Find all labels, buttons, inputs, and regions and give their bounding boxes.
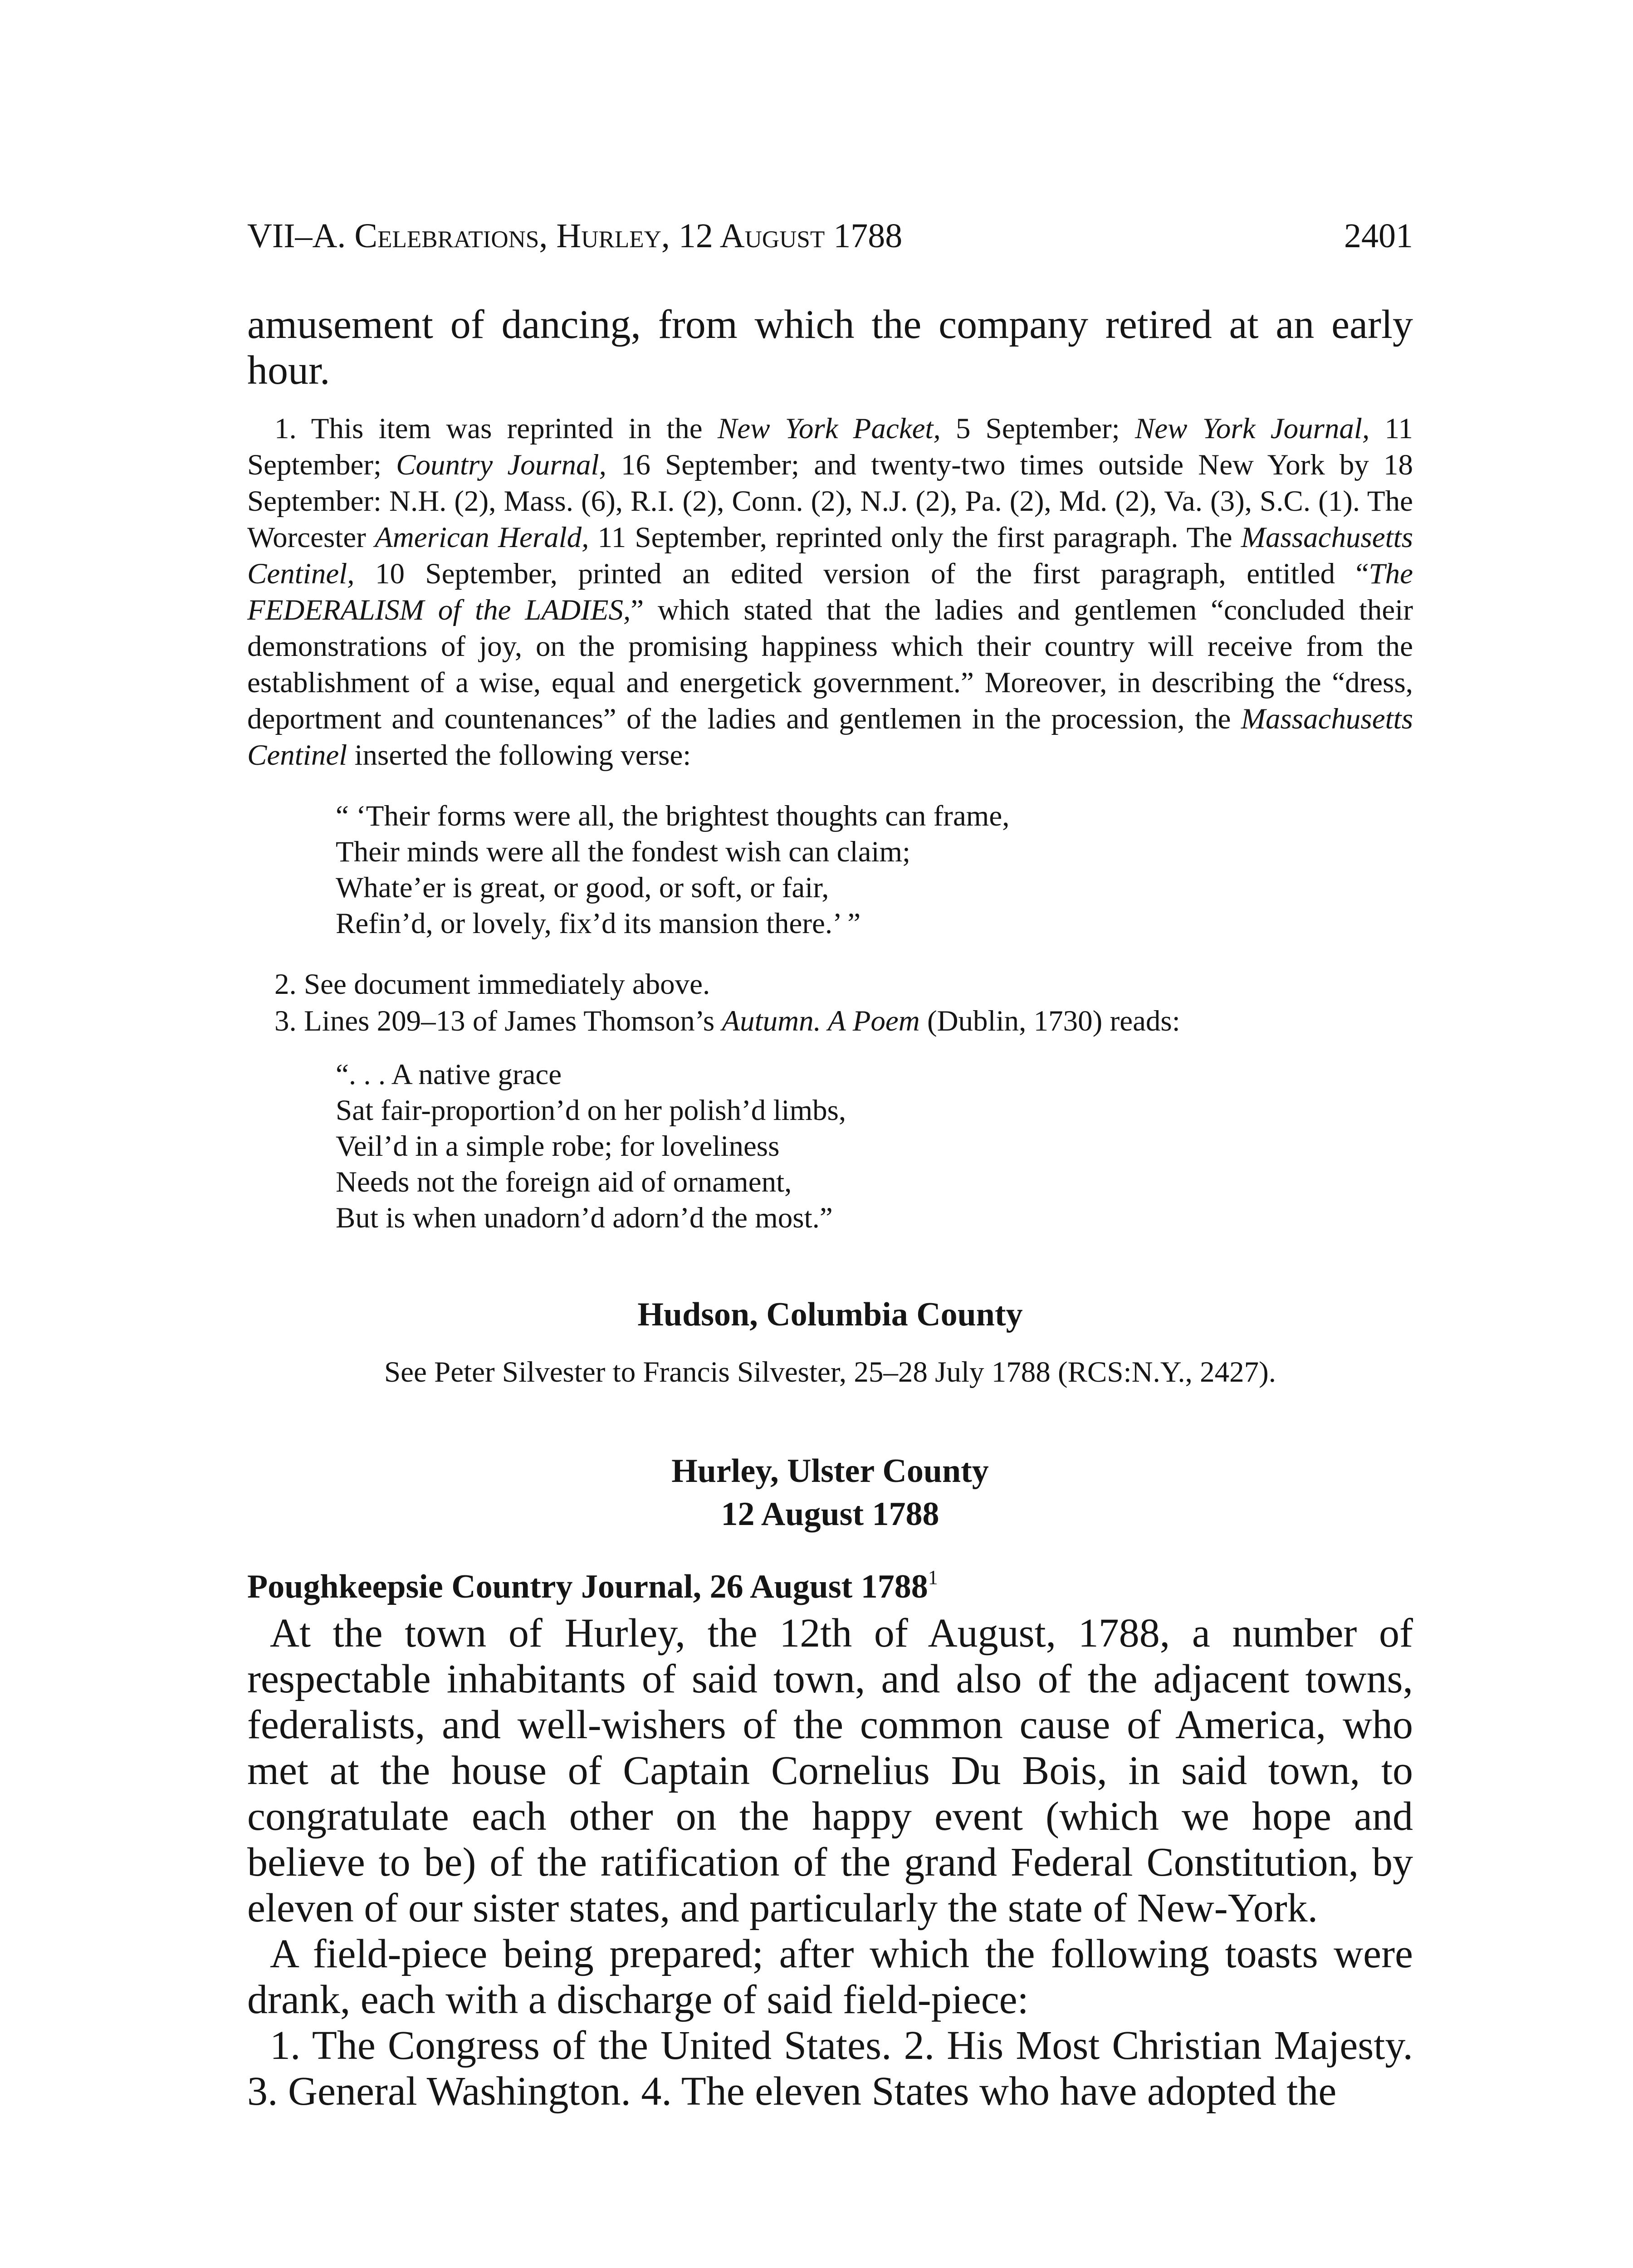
note1-text: 16 September; and twenty-two times outside New York by 18 September: N.H. (2), Mass. (6), R.I. (2), Conn. (2), N.J. (2), Pa. (2), Md. (2), Va. (3), S.C. (1). The Worcester xyxy=(247,449,1413,554)
note3-title: Autumn. A Poem xyxy=(722,1005,920,1037)
page-number: 2401 xyxy=(1344,217,1413,255)
note1-text: 5 September; xyxy=(955,412,1120,445)
verse-line: Needs not the foreign aid of ornament, xyxy=(336,1166,792,1198)
running-header xyxy=(247,211,1413,261)
footnote-1 xyxy=(247,411,1413,773)
note1-text: 11 September, reprinted only the first paragraph. The xyxy=(597,521,1232,554)
note1-title: The FEDERALISM of the LADIES, xyxy=(247,557,1413,626)
running-title: VII–A. Celebrations, Hurley, 12 August 1788 xyxy=(247,217,903,255)
paragraph: At the town of Hurley, the 12th of August, 1788, a number of respectable inhabitants of said town, and also of the adjacent towns, federalists, and well-wishers of the common cause of America, who met at the house of Captain Cornelius Du Bois, in said town, to congratulate each other on the happy event (which we hope and believe to be) of the ratification of the grand Federal Constitution, by eleven of our sister states, and particularly the state of New-York. xyxy=(247,1611,1413,1931)
note1-text: 11 September; xyxy=(247,412,1413,481)
note3-text: (Dublin, 1730) reads: xyxy=(927,1005,1180,1037)
footnote-2: 2. See document immediately above. xyxy=(274,968,710,1001)
hurley-text xyxy=(247,1610,1413,2114)
note3-text: 3. Lines 209–13 of James Thomson’s xyxy=(274,1005,715,1037)
verse-line: Their minds were all the fondest wish can claim; xyxy=(336,836,911,868)
hurley-date: 12 August 1788 xyxy=(721,1496,939,1533)
source-title xyxy=(247,1556,1413,1608)
note1-text: This item was reprinted in the xyxy=(311,412,703,445)
verse-line: “ ‘Their forms were all, the brightest thoughts can frame, xyxy=(336,800,1010,832)
hudson-see-reference: See Peter Silvester to Francis Silvester, 25–28 July 1788 (RCS:N.Y., 2427). xyxy=(384,1356,1276,1388)
paragraph: 1. The Congress of the United States. 2. His Most Christian Majesty. 3. General Washington. 4. The eleven States who have adopted the xyxy=(247,2023,1413,2114)
verse-line: But is when unadorn’d adorn’d the most.” xyxy=(336,1202,833,1234)
note1-newspaper: New York Journal, xyxy=(1134,412,1370,445)
verse-centinel xyxy=(336,798,1009,942)
hudson-heading: Hudson, Columbia County xyxy=(637,1296,1023,1333)
verse-line: Whate’er is great, or good, or soft, or fair, xyxy=(336,871,829,904)
note1-text: ” which stated that the ladies and gentlemen “concluded their demonstrations of joy, on the promising happiness which their country will receive from the establishment of a wise, equal and energetick government.” Moreover, in describing the “dress, deportment and countenances” of the ladies and gentlemen in the procession, the xyxy=(247,594,1413,735)
verse-line: “. . . A native grace xyxy=(336,1058,562,1091)
verse-line: Refin’d, or lovely, fix’d its mansion there.’ ” xyxy=(336,907,861,940)
note1-number: 1. xyxy=(274,412,297,445)
intro-text: amusement of dancing, from which the company retired at an early hour. xyxy=(247,302,1413,393)
note1-text: inserted the following verse: xyxy=(354,739,691,772)
note1-newspaper: New York Packet, xyxy=(717,412,941,445)
note1-newspaper: Massachusetts Centinel xyxy=(247,703,1413,772)
verse-thomson xyxy=(336,1057,846,1236)
note1-newspaper: Country Journal, xyxy=(396,449,606,481)
verse-line: Veil’d in a simple robe; for loveliness xyxy=(336,1130,780,1163)
source-title-text: Poughkeepsie Country Journal, 26 August 1788 xyxy=(247,1568,928,1605)
paragraph: A field-piece being prepared; after which the following toasts were drank, each with a discharge of said field-piece: xyxy=(247,1931,1413,2022)
note1-newspaper: Massachusetts Centinel, xyxy=(247,521,1413,590)
footnote-3 xyxy=(274,1003,1180,1040)
note1-newspaper: American Herald, xyxy=(375,521,589,554)
note1-text: 10 September, printed an edited version of the first paragraph, entitled “ xyxy=(375,557,1369,590)
source-note-ref: 1 xyxy=(928,1566,938,1589)
verse-line: Sat fair-proportion’d on her polish’d limbs, xyxy=(336,1094,846,1127)
hurley-heading: Hurley, Ulster County xyxy=(671,1452,989,1490)
